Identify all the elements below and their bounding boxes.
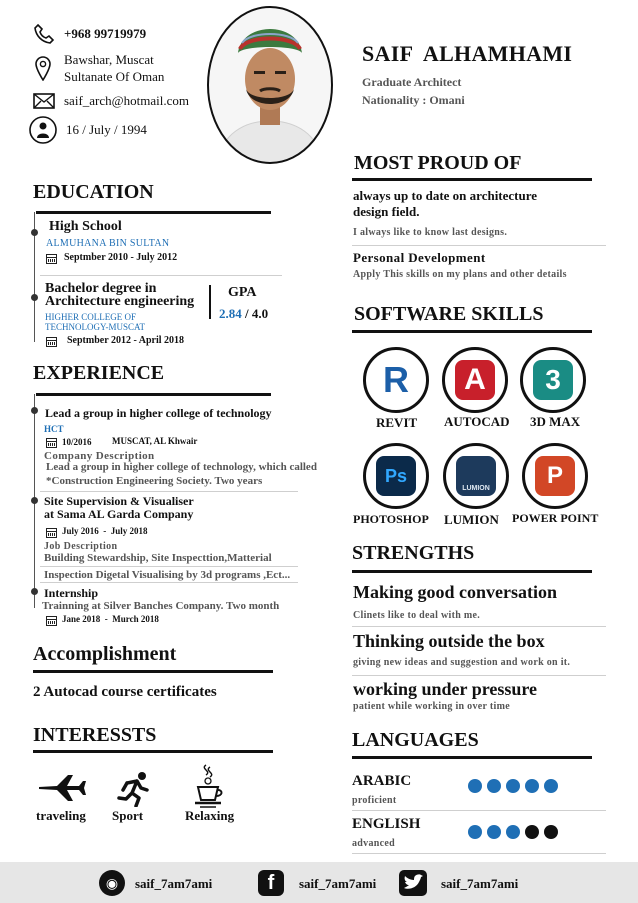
gpa-score [219,306,268,322]
language2-rating [468,825,568,841]
divider [352,810,606,811]
software-heading: SOFTWARE SKILLS [354,303,544,325]
software-underline [352,330,592,333]
job2-description-line-2: Inspection Digetal Visualising by 3d programs ,Ect... [44,569,291,581]
calendar-icon [46,337,57,347]
rating-dot [506,825,520,839]
software-label-powerpoint: POWER POINT [512,511,599,525]
rating-dot [468,825,482,839]
address-line-2: Sultanate Of Oman [64,69,165,84]
strength2-title: Thinking outside the box [353,631,545,651]
software-label-lumion: LUMION [444,512,499,527]
birthdate: 16 / July / 1994 [66,122,147,137]
rating-dot [525,825,539,839]
job2-description-line-1: Building Stewardship, Site Inspecttion,Matterial [44,552,272,564]
software-label-autocad: AUTOCAD [444,414,510,429]
experience-heading: EXPERIENCE [33,362,165,384]
divider [352,626,606,627]
job2-title-line-1: Site Supervision & Visualiser [44,494,194,508]
divider [352,245,606,246]
lumion-icon: LUMION [456,456,496,496]
strength3-sub: patient while working in over time [353,701,510,712]
job2-description-label: Job Description [44,541,118,552]
calendar-icon [46,254,57,264]
timeline-dot [31,588,38,595]
languages-heading: LANGUAGES [352,729,479,751]
timeline-dot [31,497,38,504]
revit-icon: R [383,359,409,400]
revit-badge [363,347,429,413]
timeline-dot [31,294,38,301]
rating-dot [544,825,558,839]
rating-dot [468,779,482,793]
software-label-photoshop: PHOTOSHOP [353,512,429,526]
coffee-cup-icon [192,763,224,809]
powerpoint-icon: P [535,456,575,496]
calendar-icon [46,438,57,448]
job1-description-label: Company Description [44,450,155,462]
instagram-handle[interactable]: saif_7am7ami [135,876,213,891]
job1-description-line-1: Lead a group in higher college of technology, which called [46,461,317,473]
school-title: High School [49,219,122,234]
timeline-dot [31,407,38,414]
running-person-icon [117,771,151,807]
divider [352,853,606,854]
divider [352,675,606,676]
airplane-icon [37,773,87,803]
proud-item1-sub: I always like to know last designs. [353,227,508,238]
job1-title: Lead a group in higher college of technology [45,406,272,420]
job1-location: MUSCAT, AL Khwair [112,436,198,446]
language1-level: proficient [352,795,397,806]
rating-dot [525,779,539,793]
strength3-title: working under pressure [353,679,538,699]
divider [40,582,298,583]
strengths-heading: STRENGTHS [352,542,475,564]
calendar-icon [46,528,57,538]
divider [40,491,298,492]
gpa-scale: / 4.0 [241,306,269,321]
calendar-icon [46,616,57,626]
gpa-label: GPA [228,285,257,300]
education-underline [36,211,271,214]
interests-heading: INTERESSTS [33,724,157,746]
birthday-icon [29,116,57,144]
autocad-icon: A [455,360,495,400]
language1-name: ARABIC [352,773,412,789]
rating-dot [506,779,520,793]
school-name: ALMUHANA BIN SULTAN [46,238,170,249]
twitter-icon[interactable] [399,870,427,896]
languages-underline [352,756,592,759]
accomplishment-heading: Accomplishment [33,643,177,665]
email-address[interactable]: saif_arch@hotmail.com [64,93,189,108]
profile-photo [206,5,334,165]
powerpoint-badge [522,443,588,509]
accomplishment-item: 2 Autocad course certificates [33,684,217,700]
rating-dot [487,825,501,839]
facebook-handle[interactable]: saif_7am7ami [299,876,377,891]
facebook-icon[interactable]: f [258,870,284,896]
software-label-3dmax: 3D MAX [530,414,581,429]
job3-title: Internship [44,586,99,600]
gpa-value: 2.84 [219,306,242,321]
divider [40,275,282,276]
college-name-line-2: TECHNOLOGY-MUSCAT [45,322,146,332]
experience-underline [36,393,271,396]
education-heading: EDUCATION [33,181,154,203]
job3-dates: Jane 2018 - Murch 2018 [62,614,159,624]
proud-heading: MOST PROUD OF [354,152,522,174]
interest-sport: Sport [112,808,144,823]
location-pin-icon [34,55,52,81]
timeline-dot [31,229,38,236]
autocad-badge [442,347,508,413]
software-label-revit: REVIT [376,415,418,430]
language2-name: ENGLISH [352,816,421,832]
interest-traveling: traveling [36,808,86,823]
degree-title-line-1: Bachelor degree in [45,281,157,296]
proud-underline [352,178,592,181]
divider [40,566,298,567]
college-name-line-1: HIGHER COLLEGE OF [45,312,136,322]
job2-title-line-2: at Sama AL Garda Company [44,507,194,521]
degree-dates: Septmber 2012 - April 2018 [67,335,185,346]
candidate-nationality: Nationality : Omani [362,93,465,107]
school-dates: Septmber 2010 - July 2012 [64,252,178,263]
degree-title-line-2: Architecture engineering [45,294,195,309]
strength1-title: Making good conversation [353,582,558,602]
job2-dates: July 2016 - July 2018 [62,526,148,536]
proud-item2-title: Personal Development [353,250,486,265]
instagram-icon[interactable]: ◉ [99,870,125,896]
strengths-underline [352,570,592,573]
strength1-sub: Clinets like to deal with me. [353,610,481,621]
photoshop-badge [363,443,429,509]
rating-dot [544,779,558,793]
gpa-separator [209,285,211,319]
rating-dot [487,779,501,793]
candidate-name: SAIF ALHAMHAMI [362,41,573,66]
language2-level: advanced [352,838,395,849]
phone-number: +968 99719979 [64,26,147,41]
job1-date: 10/2016 [62,437,92,447]
strength2-sub: giving new ideas and suggestion and work on it. [353,657,571,668]
mail-icon [33,93,55,109]
twitter-handle[interactable]: saif_7am7ami [441,876,519,891]
job3-description: Trainning at Silver Banches Company. Two month [42,600,280,612]
3dsmax-icon: 3 [533,360,573,400]
language1-rating [468,779,568,795]
accomplishment-underline [33,670,273,673]
3dsmax-badge [520,347,586,413]
job1-description-line-2: *Construction Engineering Society. Two years [46,475,263,487]
proud-item1-line-1: always up to date on architecture [353,188,538,203]
proud-item1-line-2: design field. [353,204,420,219]
address-line-1: Bawshar, Muscat [64,52,154,67]
interest-relaxing: Relaxing [185,808,235,823]
interests-underline [33,750,273,753]
phone-icon [33,23,55,45]
job1-organization: HCT [44,424,64,434]
candidate-title: Graduate Architect [362,75,462,89]
proud-item2-sub: Apply This skills on my plans and other details [353,269,567,280]
photoshop-icon: Ps [376,456,416,496]
lumion-badge [443,443,509,509]
